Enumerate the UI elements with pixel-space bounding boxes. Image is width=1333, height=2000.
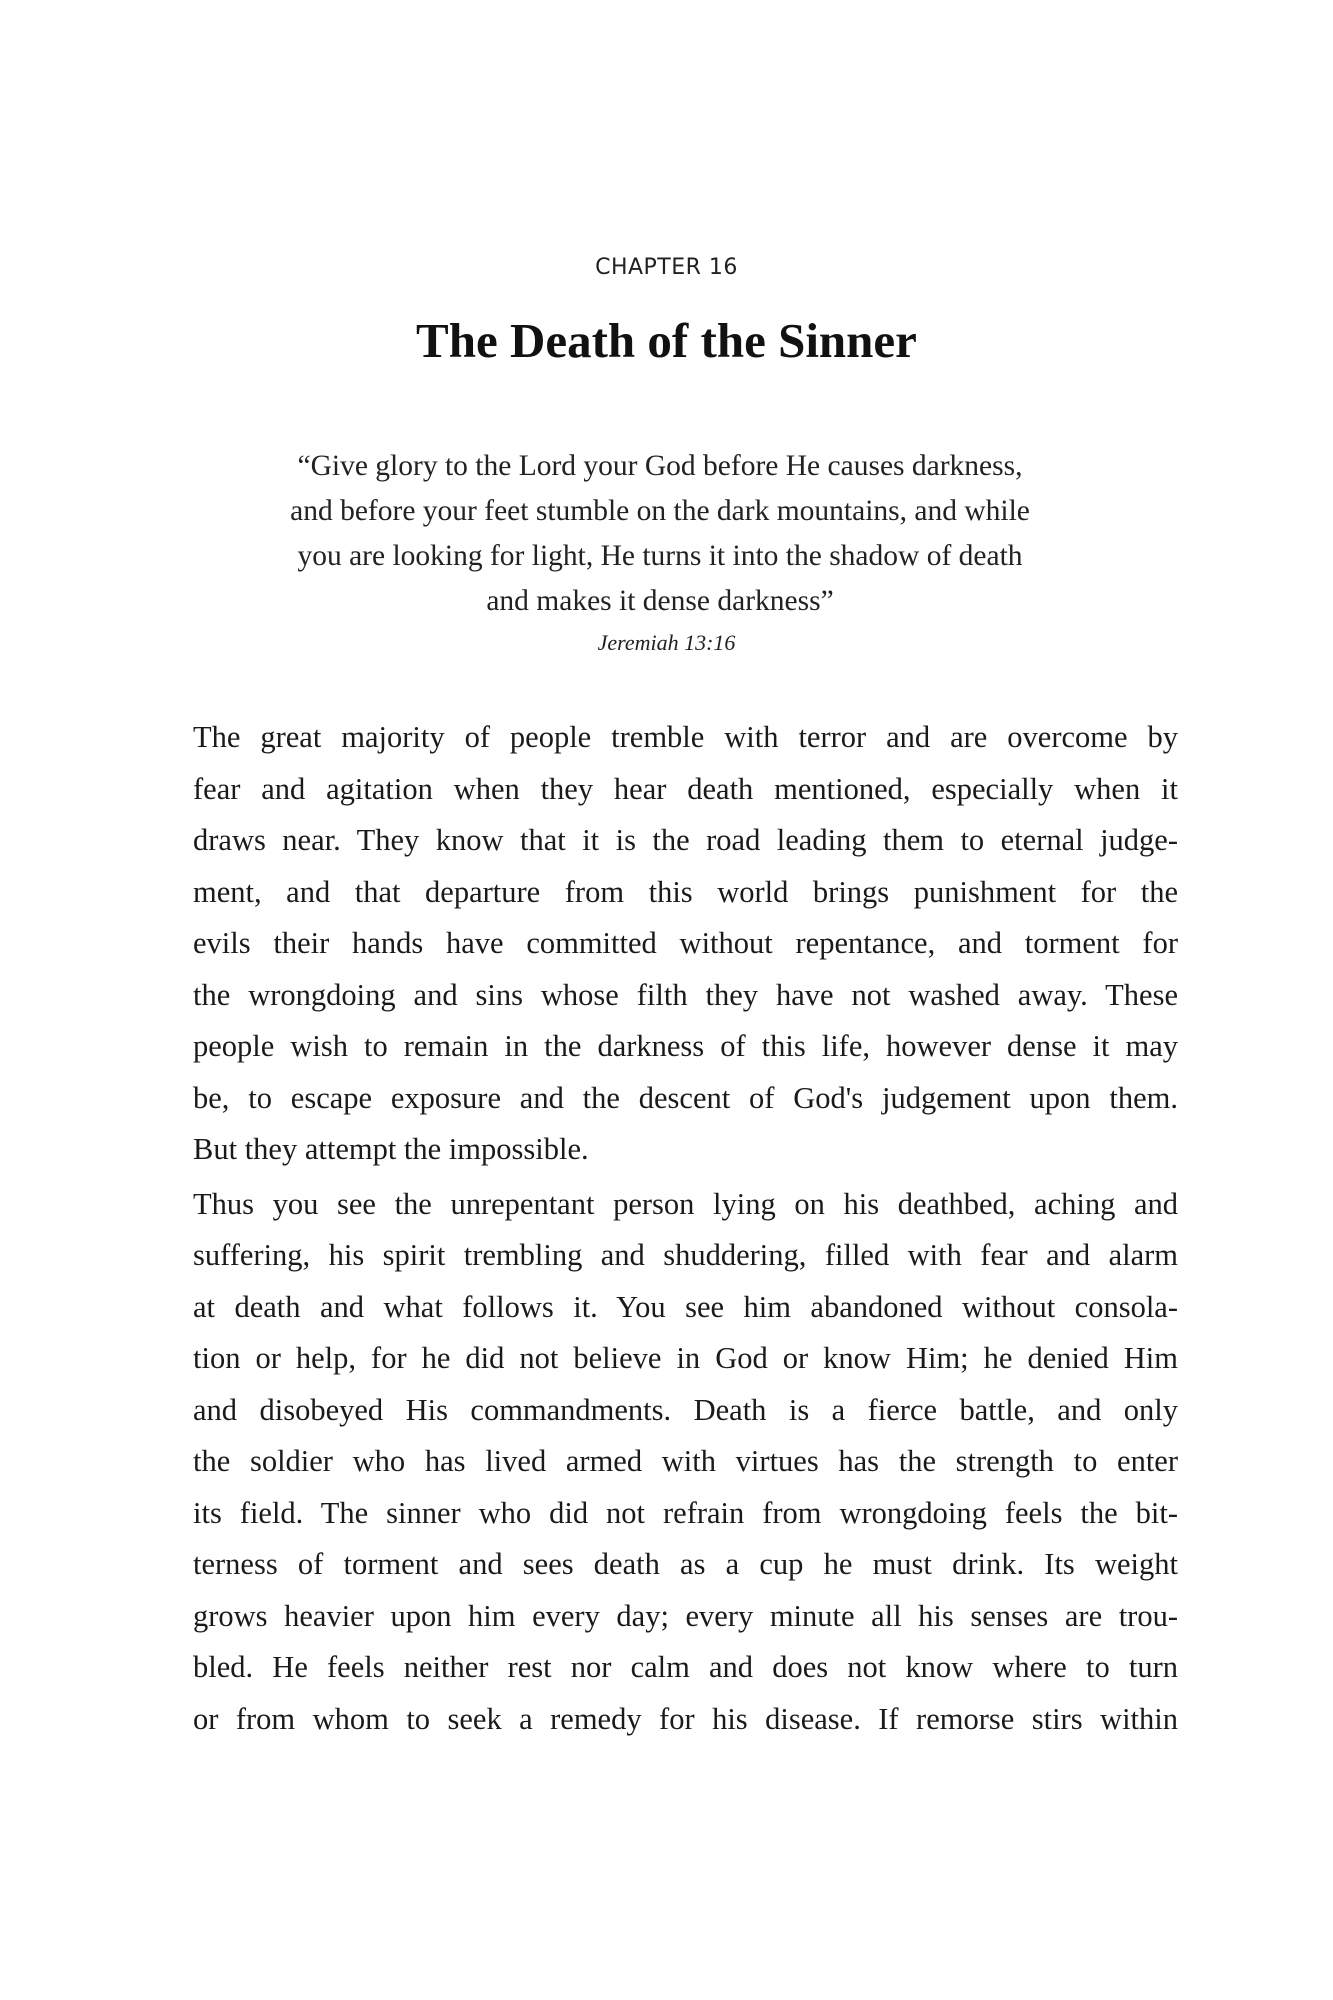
epigraph-quote (230, 444, 1090, 624)
text-line: and disobeyed His commandments. Death is a fierce battle, and only (193, 1392, 1178, 1427)
text-line: be, to escape exposure and the descent of God's judgement upon them. (193, 1080, 1178, 1115)
text-line: people wish to remain in the darkness of this life, however dense it may (193, 1029, 1178, 1063)
paragraph-2 (193, 1179, 1178, 1746)
text-line: at death and what follows it. You see him abandoned without consola- (193, 1289, 1178, 1324)
text-line: tion or help, for he did not believe in God or know Him; he denied Him (193, 1341, 1178, 1375)
epigraph-citation: Jeremiah 13:16 (597, 630, 736, 655)
text-line: grows heavier upon him every day; every minute all his senses are trou- (193, 1598, 1178, 1633)
epigraph-line: and makes it dense darkness” (486, 585, 834, 617)
text-line: ment, and that departure from this world brings punishment for the (193, 874, 1178, 909)
text-line: evils their hands have committed without repentance, and torment for (193, 926, 1178, 960)
text-line: The great majority of people tremble with terror and are overcome by (193, 720, 1178, 754)
epigraph-line: and before your feet stumble on the dark mountains, and while (290, 495, 1030, 527)
text-line: But they attempt the impossible. (193, 1132, 589, 1166)
paragraph-1 (193, 712, 1178, 1176)
text-line: Thus you see the unrepentant person lying on his deathbed, aching and (193, 1186, 1178, 1221)
text-line: its field. The sinner who did not refrain from wrongdoing feels the bit- (193, 1495, 1178, 1530)
text-line: or from whom to seek a remedy for his disease. If remorse stirs within (193, 1701, 1178, 1736)
epigraph-line: you are looking for light, He turns it into the shadow of death (297, 540, 1023, 572)
text-line: bled. He feels neither rest nor calm and does not know where to turn (193, 1650, 1178, 1684)
text-line: fear and agitation when they hear death mentioned, especially when it (193, 771, 1178, 806)
text-line: draws near. They know that it is the road leading them to eternal judge- (193, 823, 1178, 857)
text-line: terness of torment and sees death as a cup he must drink. Its weight (193, 1547, 1178, 1581)
text-line: the wrongdoing and sins whose filth they have not washed away. These (193, 977, 1178, 1012)
chapter-label: CHAPTER 16 (595, 255, 738, 280)
text-line: suffering, his spirit trembling and shuddering, filled with fear and alarm (193, 1238, 1178, 1272)
body-text (193, 712, 1178, 1745)
chapter-title: The Death of the Sinner (416, 313, 917, 368)
text-line: the soldier who has lived armed with virtues has the strength to enter (193, 1444, 1178, 1478)
epigraph-line: “Give glory to the Lord your God before He causes darkness, (297, 450, 1023, 482)
